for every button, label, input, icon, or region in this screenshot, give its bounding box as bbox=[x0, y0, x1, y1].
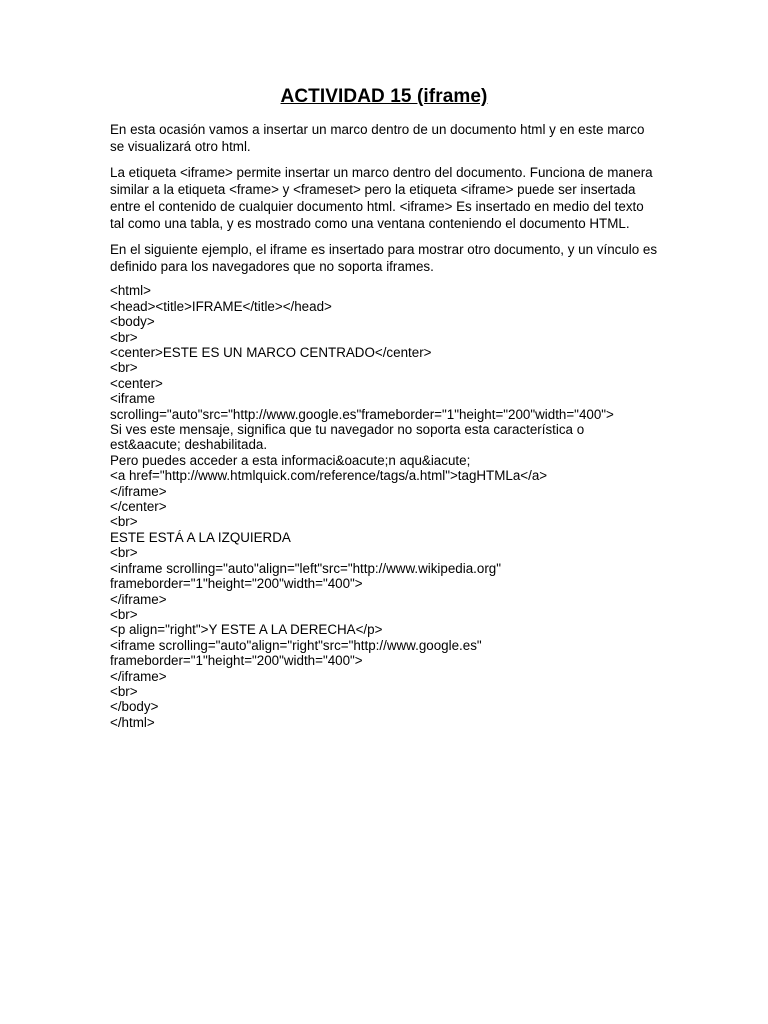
code-line: <br> bbox=[110, 545, 138, 561]
code-line: </center> bbox=[110, 499, 167, 515]
code-line: </body> bbox=[110, 699, 159, 715]
code-line: <inframe scrolling="auto"align="left"src="http://www.wikipedia.org" bbox=[110, 560, 501, 576]
code-line: <iframe scrolling="auto"align="right"src="http://www.google.es" bbox=[110, 637, 482, 653]
code-line: frameborder="1"height="200"width="400"> bbox=[110, 653, 363, 669]
code-line: <br> bbox=[110, 360, 138, 376]
code-line: <br> bbox=[110, 514, 138, 530]
code-line: Si ves este mensaje, significa que tu navegador no soporta esta característica o bbox=[110, 422, 585, 438]
code-line: <iframe bbox=[110, 391, 156, 407]
code-line: </html> bbox=[110, 714, 155, 730]
code-line: <html> bbox=[110, 283, 151, 299]
code-line: <body> bbox=[110, 314, 155, 330]
code-line: frameborder="1"height="200"width="400"> bbox=[110, 576, 363, 592]
intro-paragraph: En esta ocasión vamos a insertar un marco dentro de un documento html y en este marco se visualizará otro html. bbox=[110, 122, 645, 155]
code-line: <br> bbox=[110, 606, 138, 622]
code-line: ESTE ESTÁ A LA IZQUIERDA bbox=[110, 529, 291, 545]
code-line: <a href="http://www.htmlquick.com/reference/tags/a.html">tagHTMLa</a> bbox=[110, 468, 548, 484]
code-line: scrolling="auto"src="http://www.google.es"frameborder="1"height="200"width="400"> bbox=[110, 406, 614, 422]
code-line: <br> bbox=[110, 683, 138, 699]
code-line: est&aacute; deshabilitada. bbox=[110, 437, 268, 453]
code-example bbox=[110, 283, 658, 730]
document-page bbox=[110, 86, 658, 730]
code-line: Pero puedes acceder a esta informaci&oacute;n aqu&iacute; bbox=[110, 452, 471, 468]
document-title: ACTIVIDAD 15 (iframe) bbox=[280, 86, 488, 107]
code-line: <p align="right">Y ESTE A LA DERECHA</p> bbox=[110, 622, 383, 638]
iframe-description-paragraph: La etiqueta <iframe> permite insertar un marco dentro del documento. Funciona de manera similar a la etiqueta <frame> y <frameset> pero la etiqueta <iframe> puede ser insertada entre el contenido de cualquier documento html. <iframe> Es insertado en medio del texto tal como una tabla, y es mostrado como una ventana conteniendo el documento HTML. bbox=[110, 164, 653, 232]
code-line: <center>ESTE ES UN MARCO CENTRADO</center> bbox=[110, 345, 432, 360]
code-line: <br> bbox=[110, 329, 138, 345]
code-line: </iframe> bbox=[110, 591, 167, 607]
code-line: <head><title>IFRAME</title></head> bbox=[110, 298, 332, 314]
code-line: </iframe> bbox=[110, 483, 167, 499]
example-intro-paragraph: En el siguiente ejemplo, el iframe es insertado para mostrar otro documento, y un vínculo es definido para los navegadores que no soporta iframes. bbox=[110, 241, 658, 275]
code-line: <center> bbox=[110, 375, 163, 391]
code-line: </iframe> bbox=[110, 668, 167, 684]
